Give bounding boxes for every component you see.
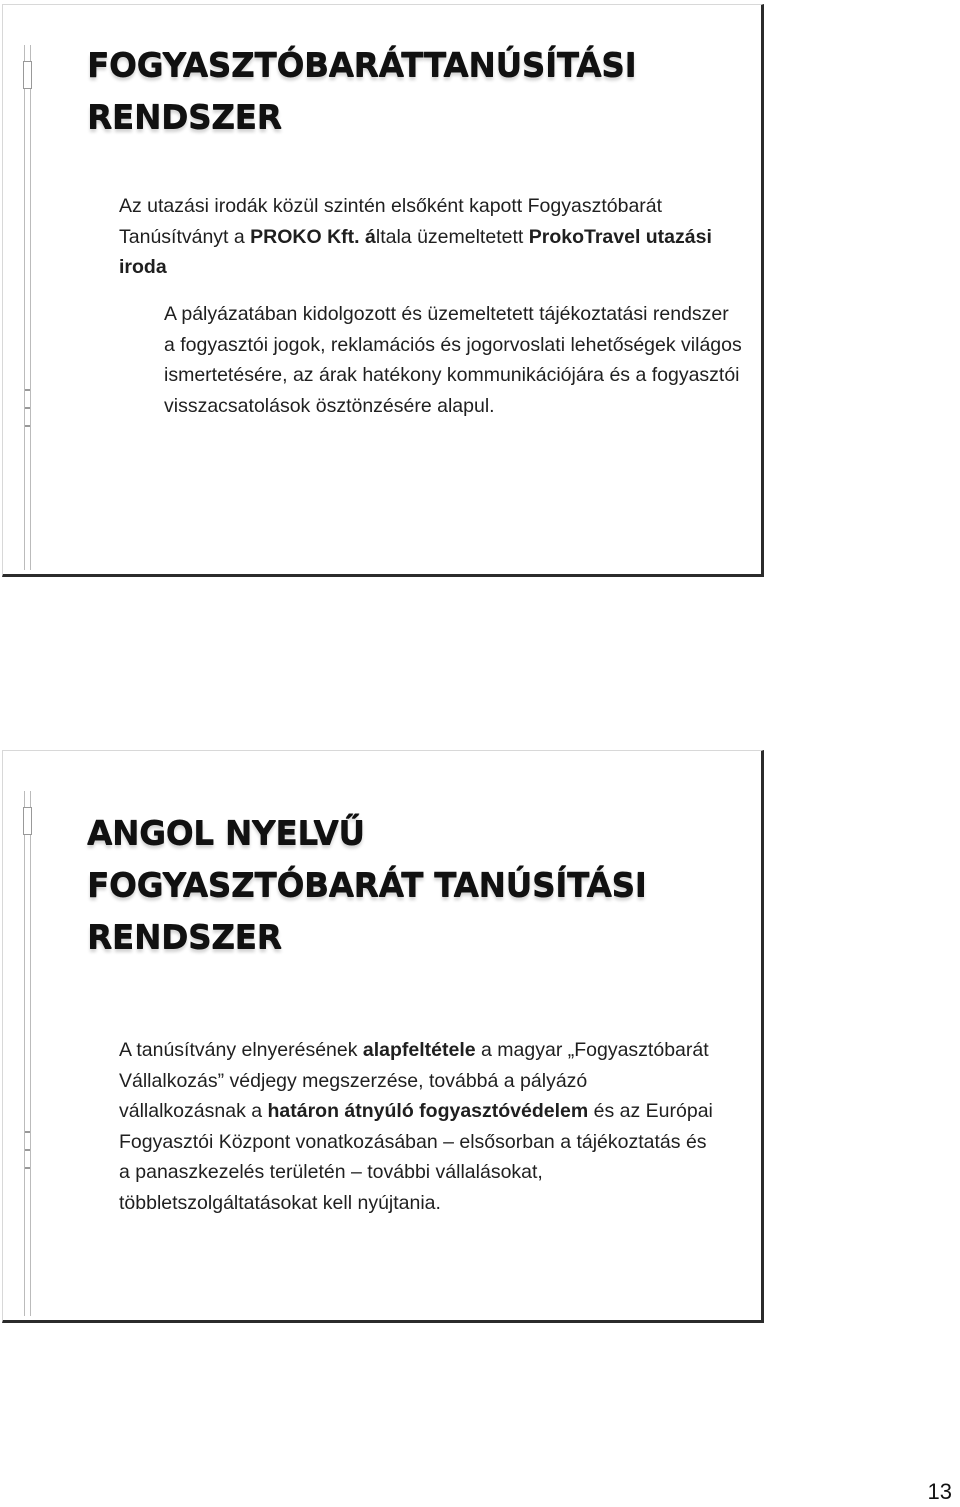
- slide-title-line: RENDSZER: [87, 917, 282, 956]
- page-number: 13: [927, 1479, 952, 1504]
- slide-margin-rule: [24, 791, 31, 1316]
- sub-paragraph: A pályázatában kidolgozott és üzemeltetett tájékoztatási rendszer a fogyasztói jogok, reklamációs és jogorvoslati lehetőségek világos ismertetésére, az árak hatékony kommunikációjára és a fogyasztói visszacsatolások ösztönzésére alapul.: [164, 303, 742, 417]
- body-paragraph: [119, 1035, 719, 1218]
- slide-margin-tick: [25, 389, 30, 391]
- slide-margin-tick: [25, 425, 30, 427]
- text-run: a magyar „Fogyasztóbarát Vállalkozás” védjegy megszerzése, továbbá a pályázó vállalkozásnak a: [119, 1039, 709, 1122]
- slide-title-line: FOGYASZTÓBARÁT TANÚSÍTÁSI: [87, 865, 647, 904]
- bold-letter: á: [365, 225, 376, 248]
- slide-margin-marker: [23, 807, 32, 835]
- slide-margin-marker: [23, 61, 32, 89]
- company-name: PROKO Kft.: [250, 225, 360, 248]
- slide-margin-tick: [25, 407, 30, 409]
- agency-name: ProkoTravel utazási iroda: [119, 225, 712, 278]
- slide-margin-rule: [24, 45, 31, 570]
- bold-term: alapfeltétele: [362, 1039, 476, 1061]
- text-run: Az utazási irodák közül szintén elsőként kapott Fogyasztóbarát Tanúsítványt a: [119, 195, 663, 248]
- intro-paragraph: [119, 191, 719, 283]
- slide-2: [2, 750, 764, 1323]
- text-run: ltala üzemeltetett: [375, 225, 529, 248]
- slide-1: [2, 4, 764, 577]
- slide-title-line: ANGOL NYELVŰ: [87, 813, 365, 852]
- slide-margin-tick: [25, 1167, 30, 1169]
- slide-title: [87, 807, 647, 963]
- slide-title-line: FOGYASZTÓBARÁTTANÚSÍTÁSI: [87, 45, 637, 84]
- bold-term: határon átnyúló fogyasztóvédelem: [267, 1100, 589, 1122]
- text-run: és az Európai Fogyasztói Központ vonatkozásában – elsősorban a tájékoztatás és a panaszkezelés területén – további vállalásokat, többletszolgáltatásokat kell nyújtania.: [119, 1100, 713, 1214]
- slide-margin-tick: [25, 1131, 30, 1133]
- slide-title: [87, 39, 636, 143]
- text-run: A tanúsítvány elnyerésének: [119, 1039, 363, 1061]
- slide-title-line: RENDSZER: [87, 97, 282, 136]
- slide-margin-tick: [25, 1149, 30, 1151]
